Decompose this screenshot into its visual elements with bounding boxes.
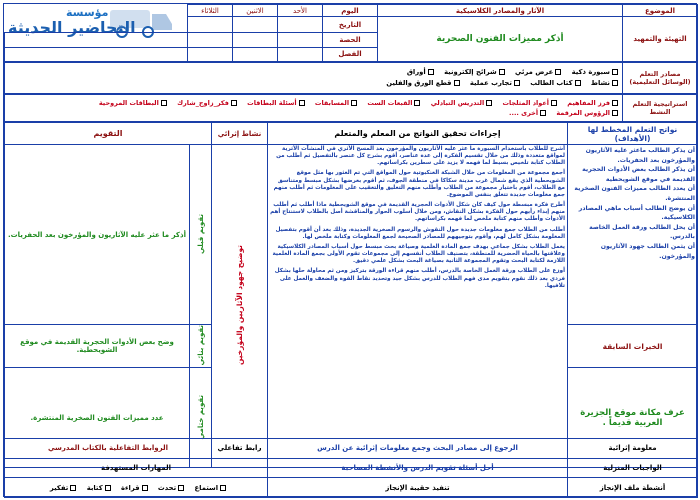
procedure-paragraph: أوزع على الطلاب ورقة العمل الخاصة بالدرس، أطلب منهم قراءة الورقة بتركيز ومن ثم محاولة حلها بشكل فردي بعد ذلك نقوم بتقويم مدى فهم الطلاب للدرس بشكل جيد وتحديد نقاط القوة والضعف والعمل على تلافيها. — [274, 268, 565, 289]
checkbox[interactable] — [499, 69, 505, 75]
assessment-label-2: تقويم بنائي — [190, 325, 212, 368]
header-table — [4, 4, 698, 62]
file-value: تنفيذ حقيبة الإنجاز — [268, 478, 568, 498]
procedure-paragraph: أشرح للطلاب باستخدام السبورة ما عثر عليه الآثاريون والمؤرخون بعد المسح الأثري في المنشآت الأثرية لمواقع متعددة وذلك من خلال تقسيم الفكرة إلى عدة عناصر، أقوم بشرح كل عنصر بالتفصيل ثم أطلب من الطلاب كتابة تلخيص بسيط لما فهمه لا يزيد على سطرين بكراساتهم. — [276, 146, 565, 167]
outcome-item: أن يذكر الطالب ماعثر عليه الآثاريون والمؤرخون بعد الحفريات. — [585, 147, 695, 164]
checkbox[interactable] — [351, 100, 357, 106]
procedures-cell — [268, 145, 568, 468]
checkbox[interactable] — [514, 80, 520, 86]
checkbox[interactable] — [220, 485, 226, 491]
skills-list: استماع تحدث قراءة كتابة تفكير — [5, 478, 268, 498]
outcome-item: أن يثمن الطالب جهود الآثاريون والمؤرخون. — [600, 243, 695, 260]
checkbox[interactable] — [161, 100, 167, 106]
outcome-item: أن يوضح الطالب أسباب ماهي المصادر الكلاسيكية. — [578, 204, 695, 222]
checkbox[interactable] — [142, 485, 148, 491]
lesson-title: أذكر مميزات الفنون الصحرية — [378, 17, 623, 62]
checkbox[interactable] — [575, 80, 581, 86]
checkbox[interactable] — [612, 100, 618, 106]
period-label: الحصة — [323, 33, 378, 47]
class-label: الفصل — [323, 47, 378, 61]
checkbox[interactable] — [486, 100, 492, 106]
interactive-link-label: رابط تفاعلي — [212, 439, 268, 459]
checkbox[interactable] — [231, 100, 237, 106]
date-label: التاريخ — [323, 17, 378, 33]
procedure-paragraph: يعمل الطلاب بشكل جماعي بهدف جمع المادة العلمية وصياغة بحث مبسط حول أسباب المصادر الكلاسيكية وعلاقتها بالحياة الحضرية للمنطقة، بتصنيف الطلاب أنفسهم إلى مجموعات تقوم الأولى بجمع المادة العلمية اللازمة لكتابة البحث وتقوم المجموعة الثانية بصياغة البحث بشكل علمي دقيق. — [272, 243, 565, 265]
homework-label: الواجبات المنزلية — [568, 458, 698, 478]
day-2: الاثنين — [233, 5, 278, 17]
outcomes-header: نواتج التعلم المخطط لها (الأهداف) — [568, 123, 698, 145]
subject-value: الآثار والمصادر الكلاسيكية — [378, 5, 623, 17]
file-label: أنشطة ملف الإنجاز — [568, 478, 698, 498]
outcomes-cell — [568, 145, 698, 325]
subject-label: الموضوع — [623, 5, 698, 17]
checkbox[interactable] — [551, 100, 557, 106]
prior-label: الخبرات السابقة — [568, 325, 698, 368]
procedures-header: إجراءات تحقيق النواتج من المعلم والمتعلم — [268, 123, 568, 145]
logo-line2: التحاضير الحديثة — [8, 18, 136, 37]
logo-line1: مؤسسة — [66, 6, 109, 19]
checkbox[interactable] — [299, 100, 305, 106]
prior-text: عرف مكانة موقع الجزيرة العربية قديماً . — [568, 368, 698, 468]
checkbox[interactable] — [105, 485, 111, 491]
procedure-paragraph: أطلب من الطلاب جمع معلومات جديدة حول النقوش والرسوم الصخرية الجديدة، وذلك بعد أن أقوم بتفصيل المعلومة بشكل كامل لهم، وأقوم بتوجيههم للمصادر الصحيحة لجمع المعلومات وكتابة ملخص لها. — [275, 226, 565, 240]
assessment-text-1: أذكر ما عثر عليه الآثاريون والمؤرخون بعد الحفريات. — [5, 145, 190, 325]
checkbox[interactable] — [454, 80, 460, 86]
enrich-info-value: الرجوع إلى مصادر البحث وجمع معلومات إثرائية عن الدرس — [268, 439, 568, 459]
enrichment-cell — [212, 145, 268, 468]
homework-value: أحل أسئلة تقويم الدرس والأنشطة المصاحبة — [268, 458, 568, 478]
day-label: اليوم — [323, 5, 378, 17]
checkbox[interactable] — [178, 485, 184, 491]
enrich-info-label: معلومة إثرائية — [568, 439, 698, 459]
assessment-label-3: تقويم ختامي — [190, 368, 212, 468]
assessment-text-3: عدد مميزات الفنون الصخرية المنتشرة. — [5, 368, 190, 468]
resources-list: سبورة ذكية عرض مرئي شرائح إلكترونية أوراق نشاط كتاب الطالب تجارب عملية قطع الورق والفلين — [5, 63, 623, 94]
resources-label: مصادر التعلم (الوسائل التعليمية) — [623, 63, 698, 94]
outcome-item: أن يعدد الطالب مميزات الفنون الصخرية المنتشرة. — [574, 185, 695, 203]
checkbox[interactable] — [428, 69, 434, 75]
checkbox[interactable] — [540, 110, 546, 116]
outcome-item: أن يذكر الطالب بعض الأدوات الحجرية القديمة في موقع الشويحطية — [582, 166, 695, 183]
procedure-paragraph: أطرح فكرة مبسطة حول كيف كان شكل الأدوات الحجرية القديمة في موقع الشويحطية ماذا أطلب ثم أطلب منهم إبداء رأيهم حول الفكرة بشكل النقاش، ومن خلال أسلوب الحوار والمناقشة أصل بالطلاب لاستنتاج أهم الأدوات وأطلب منهم كتابة ملخص لما فهمه بكراساتهم. — [270, 202, 565, 223]
strategies-list: فرز المفاهيم أعواد المثلجات التدريس التبادلي القبعات الست المسابقات أسئلة البطاقات فكر_زاوج_شارك البطاقات المروحية الرؤوس المرقمة أخرى .... — [5, 95, 623, 122]
assessment-text-2: وضح بعض الأدوات الحجرية القديمة في موقع الشويحطية. — [5, 325, 190, 368]
main-table — [4, 122, 698, 468]
day-3: الثلاثاء — [188, 5, 233, 17]
assessment-header: التقويم — [5, 123, 212, 145]
footer-table — [4, 438, 698, 498]
checkbox[interactable] — [612, 80, 618, 86]
checkbox[interactable] — [612, 110, 618, 116]
enrichment-header: نشاط إثرائي — [212, 123, 268, 145]
checkbox[interactable] — [414, 100, 420, 106]
assessment-label-1: تقويم قبلي — [190, 145, 212, 325]
outcome-item: أن يحل الطالب ورقة العمل الخاصة بالدرس. — [589, 223, 695, 241]
procedure-paragraph: أجمع مجموعة من المعلومات من خلال الشبكة العنكبوتية حول المواقع التي تم العثور بها مثل موقع الشويحطية الذي يقع شمال غرب مدينة سكاكا في منطقة الجوف، ثم أقوم بعرضها بشكل مبسط ومتناسق مع الطلاب، أقوم باختيار مجموعة من الطلاب وأطلب منهم التعليق والتعقيب على المعلومات ثم أطلب منهم جمع معلومات جديدة تتعلق بنفس الموضوع. — [273, 170, 565, 198]
strategies-label: استراتيجية التعلم النشط — [623, 95, 698, 122]
day-1: الأحد — [278, 5, 323, 17]
warmup-label: التهيئة والتمهيد — [623, 17, 698, 62]
enrichment-text: توضيح جهود الآثاريين والمؤرخين — [235, 245, 244, 366]
lesson-plan-page — [3, 3, 697, 497]
checkbox[interactable] — [70, 485, 76, 491]
checkbox[interactable] — [555, 69, 561, 75]
checkbox[interactable] — [612, 69, 618, 75]
strategies-row — [4, 94, 698, 122]
interactive-links-label: الروابط التفاعلية بالكتاب المدرسي — [5, 439, 212, 459]
resources-row — [4, 62, 698, 94]
skills-label: المهارات المستهدفة — [5, 458, 268, 478]
